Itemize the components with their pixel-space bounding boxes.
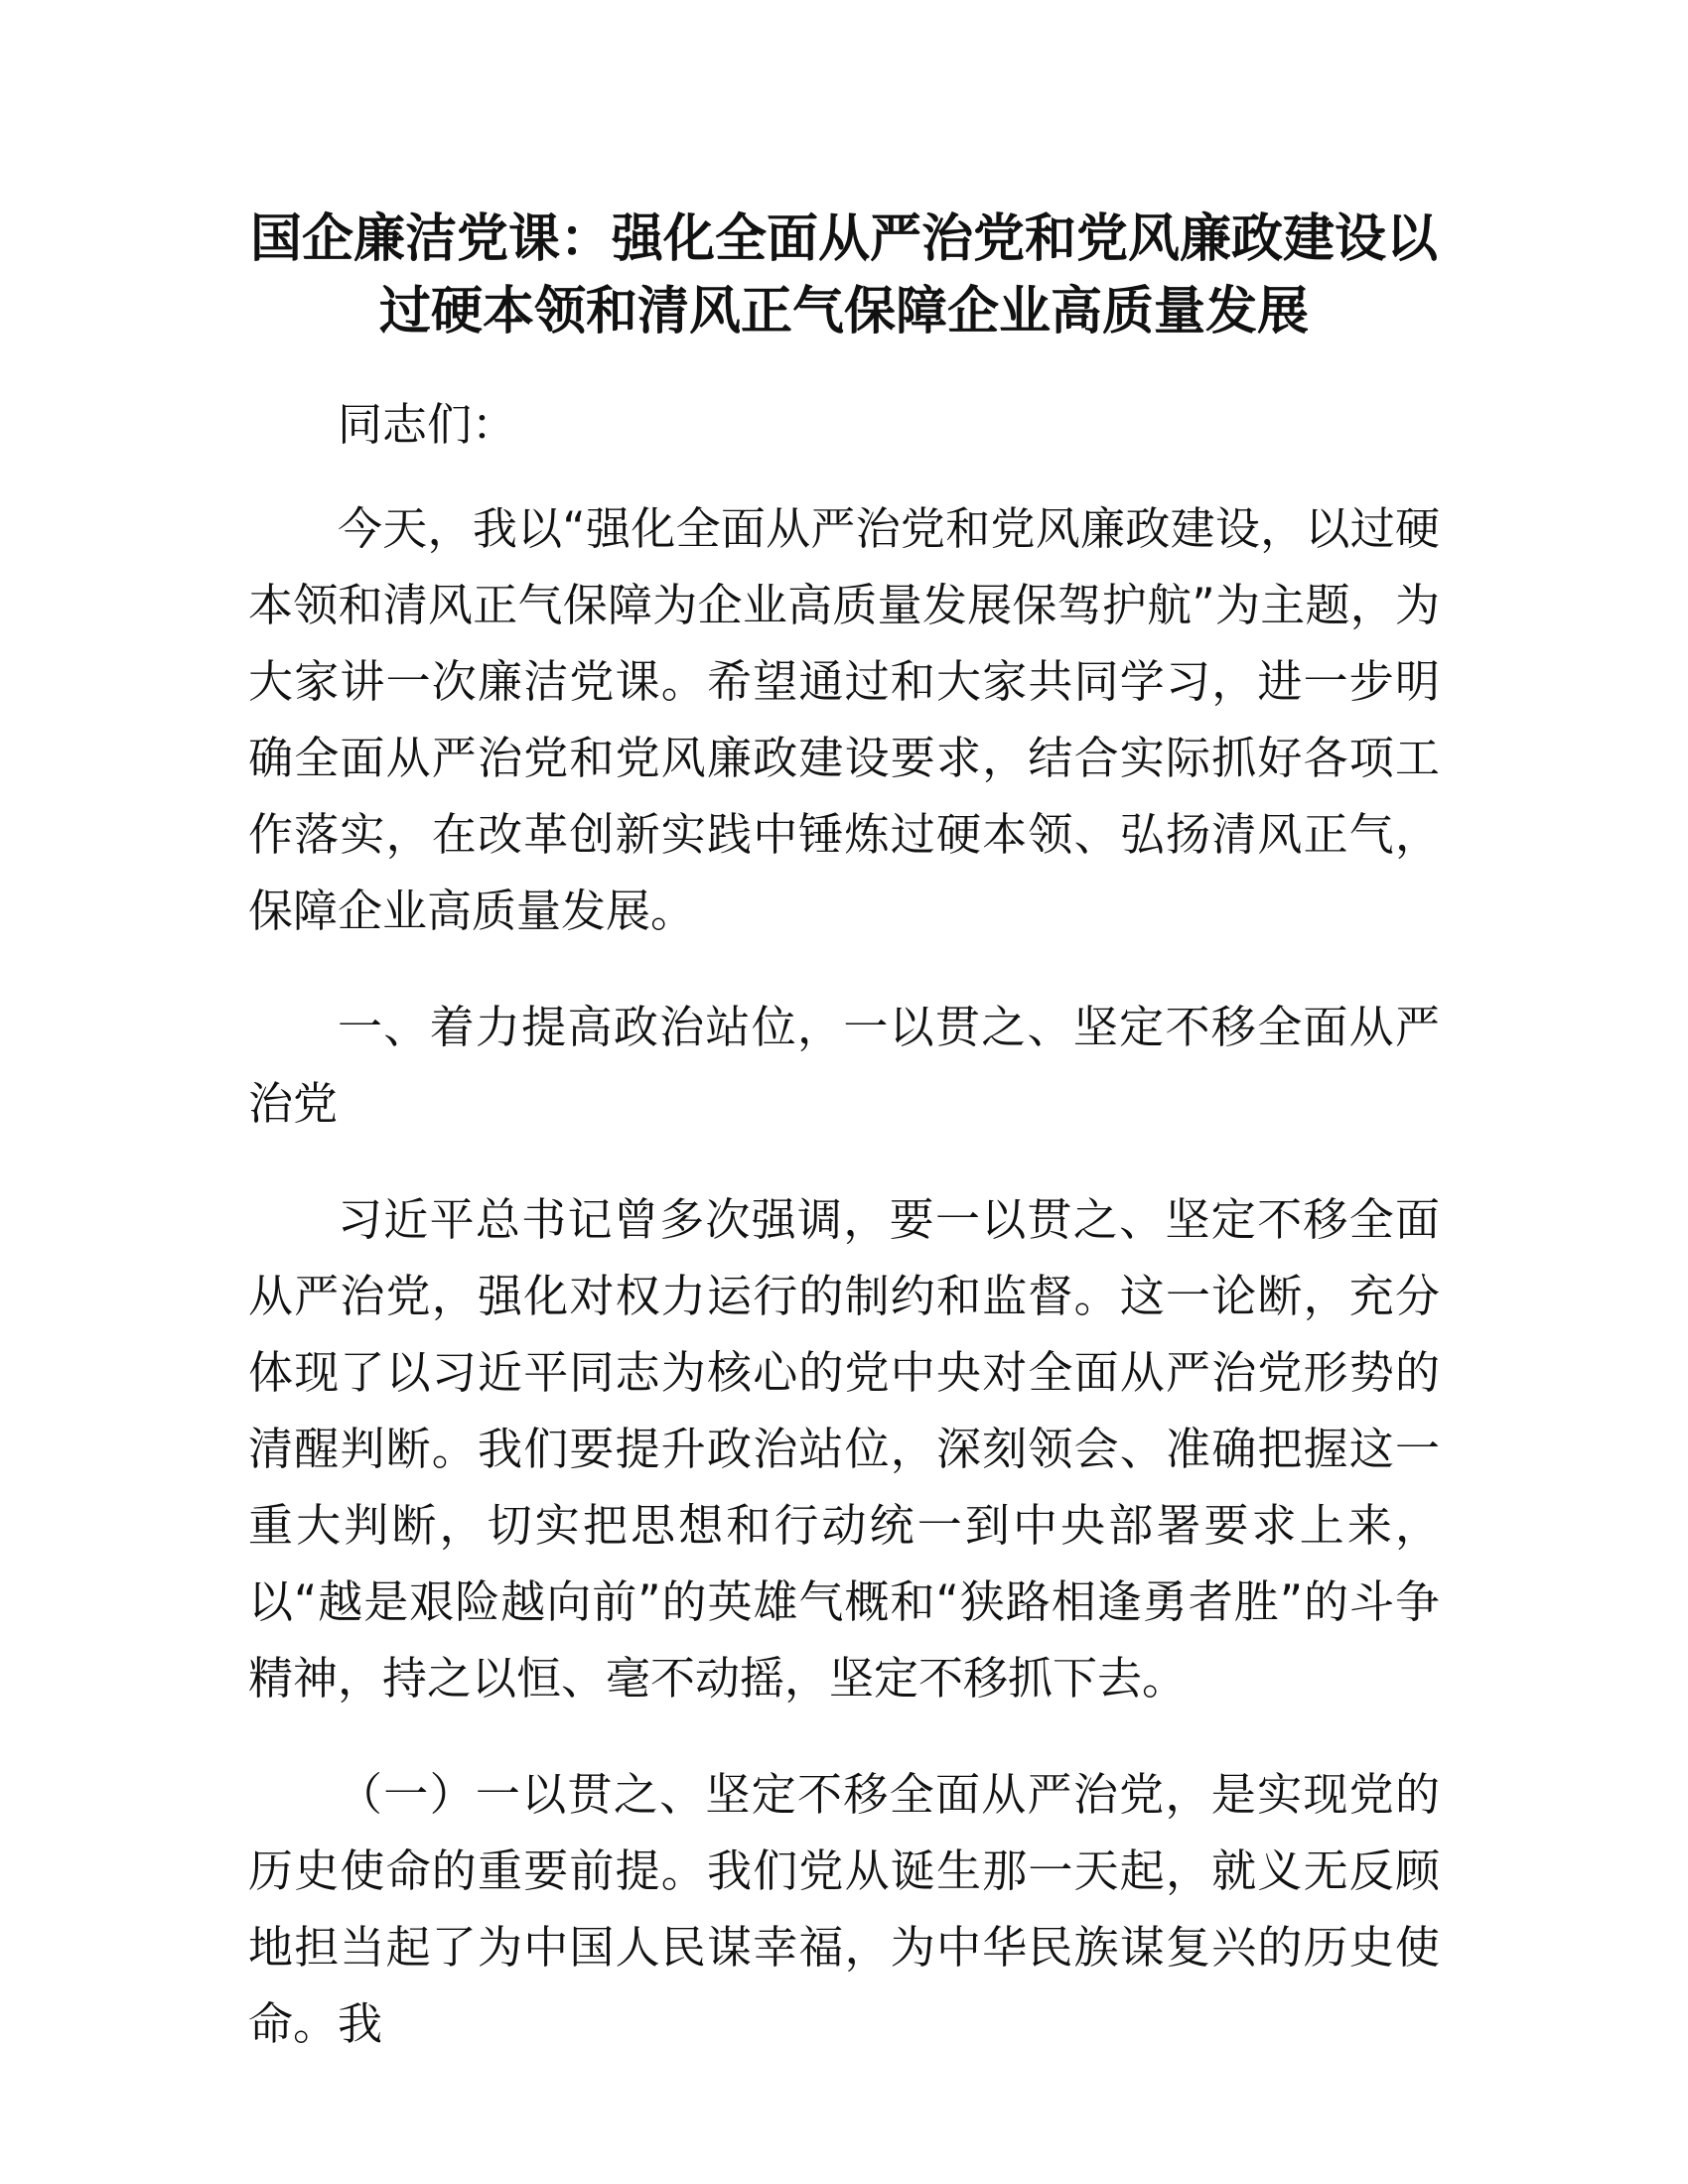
paragraph-intro: 今天，我以“强化全面从严治党和党风廉政建设，以过硬本领和清风正气保障为企业高质量发展保驾护航”为主题，为大家讲一次廉洁党课。希望通过和大家共同学习，进一步明确全面从严治党和党风廉政建设要求，结合实际抓好各项工作落实，在改革创新实践中锤炼过硬本领、弘扬清风正气，保障企业高质量发展。 xyxy=(248,502,1440,937)
paragraph-subsection-1: （一）一以贯之、坚定不移全面从严治党，是实现党的历史使命的重要前提。我们党从诞生那一天起，就义无反顾地担当起了为中国人民谋幸福，为中华民族谋复兴的历史使命。我 xyxy=(248,1768,1440,2050)
greeting: 同志们： xyxy=(338,398,517,451)
section-heading-1: 一、着力提高政治站位，一以贯之、坚定不移全面从严治党 xyxy=(248,1001,1440,1130)
paragraph-body: 习近平总书记曾多次强调，要一以贯之、坚定不移全面从严治党，强化对权力运行的制约和监督。这一论断，充分体现了以习近平同志为核心的党中央对全面从严治党形势的清醒判断。我们要提升政治站位，深刻领会、准确把握这一重大判断，切实把思想和行动统一到中央部署要求上来，以“越是艰险越向前”的英雄气概和“狭路相逢勇者胜”的斗争精神，持之以恒、毫不动摇，坚定不移抓下去。 xyxy=(248,1193,1440,1705)
document-title: 国企廉洁党课：强化全面从严治党和党风廉政建设以过硬本领和清风正气保障企业高质量发展 xyxy=(249,209,1438,341)
document-page xyxy=(248,204,1440,2062)
